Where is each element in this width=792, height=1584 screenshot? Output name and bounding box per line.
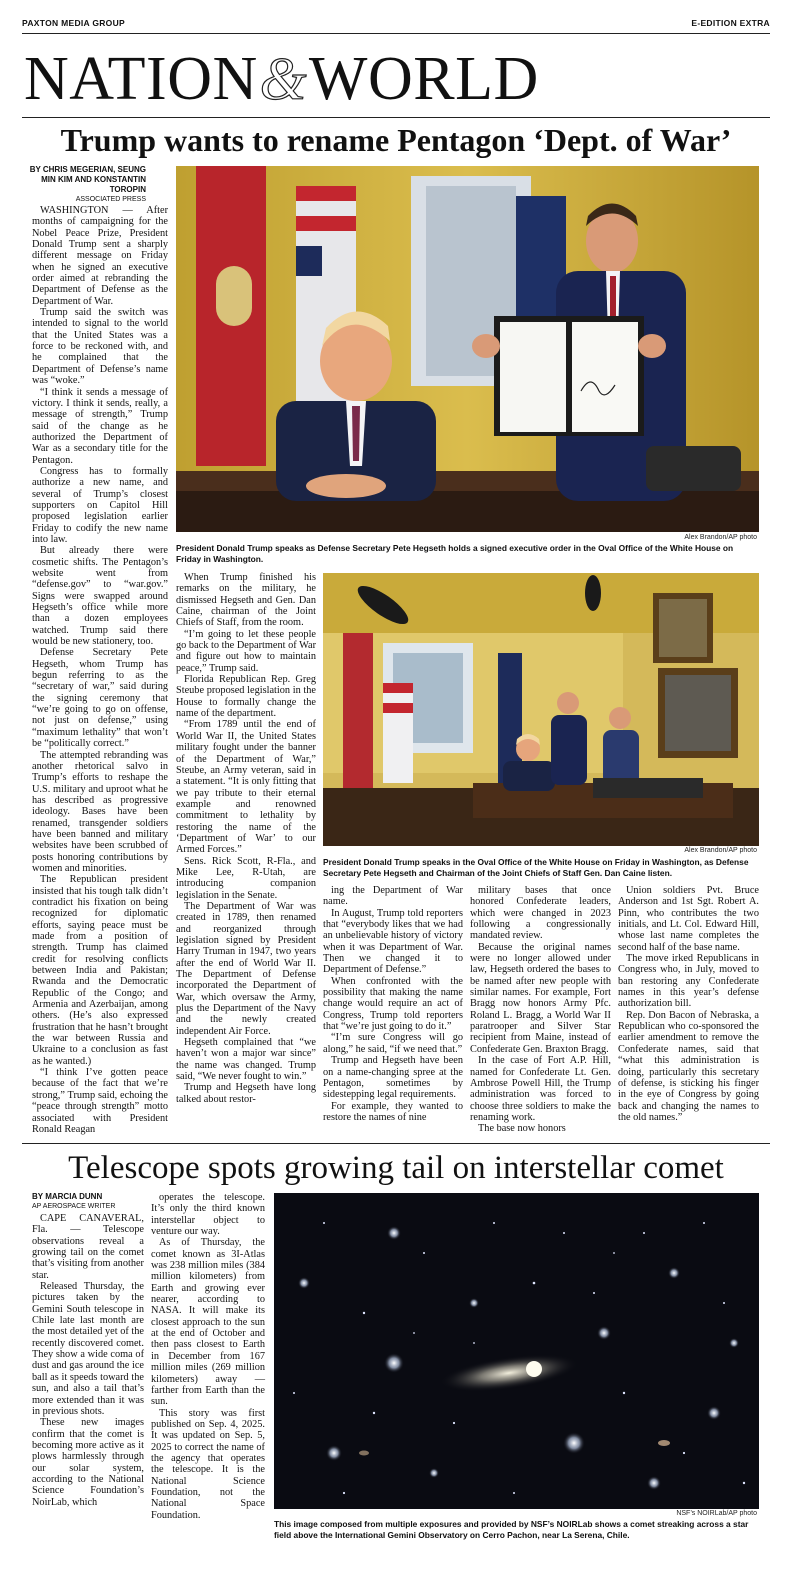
story1-col4-paragraph: The base now honors — [478, 1123, 566, 1135]
section-rule — [22, 117, 770, 118]
story1-photo-oval-office — [323, 573, 759, 846]
story1-col2-paragraph: Sens. Rick Scott, R-Fla., and Mike Lee, R-Utah, are introducing companion legislation in the Senate. — [176, 855, 316, 901]
story1-col1-paragraph: Congress has to formally authorize a new name, and several of Trump’s closest supporters on Capitol Hill proposed legislation earlier Friday to codify the new name into law. — [32, 465, 168, 545]
story2-col1-paragraph: Released Thursday, the pictures taken by the Gemini South telescope in Chile late last month are the most detailed yet of the recently discovered comet. They show a wide coma of dust and gas around the ice ball as it speeds toward the sun, and also a tail that’s more extended than it was in previous shots. — [32, 1281, 144, 1417]
story1-photo2-caption: President Donald Trump speaks in the Oval Office of the White House on Friday in Washington, as Defense Secretary Pete Hegseth and Chairman of the Joint Chiefs of Staff Gen. Dan Caine listen. — [323, 857, 749, 878]
section-title — [24, 40, 539, 118]
story1-col3-paragraph: “I’m sure Congress will go along,” he said, “if we need that.” — [323, 1032, 463, 1055]
top-bar — [22, 18, 770, 32]
story1-col2-paragraph: Trump and Hegseth have long talked about restor- — [176, 1082, 316, 1105]
edition-label: E-EDITION EXTRA — [691, 18, 770, 28]
story2-byline — [32, 1192, 144, 1212]
story1-headline: Trump wants to rename Pentagon ‘Dept. of War’ — [60, 122, 732, 158]
story2-col1-paragraph: These new images confirm that the comet is becoming more active as it plows harmlessly through our solar system, according to the National Science Foundation’s NoirLab, which — [32, 1417, 144, 1508]
oval-office-signing-illustration — [176, 166, 759, 532]
story1-col5-paragraph: The move irked Republicans in Congress who, in July, moved to ban restoring any Confederate names in this year’s defense authorization bill. — [618, 953, 759, 1010]
story1-column-1 — [32, 205, 168, 1135]
story1-photo2-credit: Alex Brandon/AP photo — [684, 847, 757, 854]
story1-column-3 — [323, 885, 463, 1123]
story1-col1-paragraph: “I think it sends a message of victory. I think it sends, really, a message of strength,” Trump said of the change as he authorized the Department of War as a secondary title for the Pentagon. — [32, 386, 168, 466]
section-title-right: WORLD — [308, 45, 539, 113]
story1-col1-paragraph: The Republican president insisted that his tough talk didn’t contradict his fixation on being recognized for diplomatic efforts, saying peace must be made from a position of strength. Trump has claimed credit for resolving conflicts between India and Pakistan; Rwanda and the Democratic Republic of the Congo; and Armenia and Azerbaijan, among others. (He’s also expressed frustration that he hasn’t brought the war between Russia and Ukraine to a conclusion as fast as he wanted.) — [32, 874, 168, 1067]
story2-headline: Telescope spots growing tail on interstellar comet — [68, 1150, 724, 1186]
story2-byline-affiliation: AP AEROSPACE WRITER — [32, 1203, 116, 1210]
story1-byline-affiliation: ASSOCIATED PRESS — [75, 196, 146, 203]
story1-col1-paragraph: But already there were cosmetic shifts. The Pentagon’s website went from “defense.gov” to “war.gov.” Signs were swapped around Hegseth’s office while more than a dozen employees watched. Trump said there would be new stationery, too. — [32, 545, 168, 648]
story1-col1-paragraph: Defense Secretary Pete Hegseth, whom Trump has begun referring to as the “secretary of war,” said during the signing ceremony that “we’re going to go on offense, not just on defense,” using “maximum lethality” that won’t be “politically correct.” — [32, 647, 168, 750]
story1-col2-paragraph: “From 1789 until the end of World War II, the United States military fought under the banner of the Department of War,” Steube, an Army veteran, said in a statement. “It is only fitting that we pay tribute to their eternal example and renowned commitment to lethality by restoring the name of the ‘Department of War’ to our Armed Forces.” — [176, 719, 316, 856]
story1-byline-names: BY CHRIS MEGERIAN, SEUNG MIN KIM AND KONSTANTIN TOROPIN — [29, 165, 146, 194]
story1-col2-paragraph: Florida Republican Rep. Greg Steube proposed legislation in the House to formally change the name of the department. — [176, 674, 316, 720]
story1-photo1-credit: Alex Brandon/AP photo — [684, 534, 757, 541]
publisher-name: PAXTON MEDIA GROUP — [22, 18, 126, 28]
story1-column-4 — [470, 885, 611, 1135]
story1-col4-paragraph: Because the original names were no longer allowed under law, Hegseth ordered the bases to be named after new people with similar names. For example, Fort Bragg now honors Army Pfc. Roland L. Bragg, a World War II paratrooper and Silver Star recipient from Maine, instead of Confederate Gen. Braxton Bragg. — [470, 941, 611, 1055]
story1-col1-paragraph: The attempted rebranding was another rhetorical salvo in Trump’s efforts to reshape the U.S. military and uproot what he has described as progressive ideology. Bases have been renamed, transgender soldiers have been banned and military websites have been scrubbed of posts honoring contributions by women and minorities. — [32, 749, 168, 874]
story2-column-2 — [151, 1192, 265, 1558]
story2-column-1 — [32, 1213, 144, 1558]
story-divider — [22, 1143, 770, 1144]
story1-col2-paragraph: “I’m going to let these people go back to the Department of War and figure out how to maintain peace,” Trump said. — [176, 628, 316, 674]
story1-col4-paragraph: In the case of Fort A.P. Hill, named for Confederate Lt. Gen. Ambrose Powell Hill, the Trump administration was forced to choose three soldiers to make the renaming work. — [470, 1055, 611, 1123]
story1-col2-paragraph: Hegseth complained that “we haven’t won a major war since” the name was changed. Trump said, “We never fought to win.” — [176, 1037, 316, 1083]
story2-col1-paragraph: CAPE CANAVERAL, Fla. — Telescope observations reveal a growing tail on the comet that’s visiting from another star. — [32, 1213, 144, 1281]
section-title-ampersand: & — [259, 46, 307, 112]
story1-col1-paragraph: WASHINGTON — After months of campaigning for the Nobel Peace Prize, President Donald Trump sent a sharply different message on Friday when he signed an executive order aimed at rebranding the Department of Defense as the Department of War. — [32, 205, 168, 307]
story1-col2-paragraph: The Department of War was created in 1789, then renamed and reorganized through legislation signed by President Harry Truman in 1947, two years after the end of World War II. The Department of Defense incorporated the Department of War, which oversaw the Army, plus the Department of the Navy and the newly created independent Air Force. — [176, 900, 316, 1037]
story1-col2-paragraph: When Trump finished his remarks on the military, he dismissed Hegseth and Gen. Dan Caine, chairman of the Joint Chiefs of Staff, from the room. — [176, 572, 316, 629]
story2-photo-caption: This image composed from multiple exposures and provided by NSF’s NOIRLab shows a comet streaking across a star field above the International Gemini Observatory on Cerro Pachon, near La Serena, Chile. — [274, 1519, 749, 1540]
story2-photo-credit: NSF’s NOIRLab/AP photo — [676, 1510, 757, 1517]
story1-col3-paragraph: For example, they wanted to restore the names of nine — [323, 1100, 463, 1123]
story1-column-2 — [176, 572, 316, 1105]
story1-col1-paragraph: Trump said the switch was intended to signal to the world that the United States was a force to be reckoned with, and he complained that the Department of Defense’s name was “woke.” — [32, 307, 168, 387]
story1-byline — [22, 165, 146, 205]
story1-col3-paragraph: ing the Department of War name. — [323, 885, 463, 908]
story1-column-5 — [618, 885, 759, 1123]
story2-col2-paragraph: operates the telescope. It’s only the third known interstellar object to venture our way. — [151, 1192, 265, 1238]
story2-col2-paragraph: This story was first published on Sep. 4, 2025. It was updated on Sep. 5, 2025 to correct the name of the agency that operates the telescope. It is the National Science Foundation, not the National Space Foundation. — [151, 1407, 265, 1521]
story1-col3-paragraph: Trump and Hegseth have been on a name-changing spree at the Pentagon, sometimes by sidestepping legal requirements. — [323, 1055, 463, 1101]
story1-col4-paragraph: military bases that once honored Confederate leaders, which were changed in 2023 following a congressionally mandated review. — [470, 885, 611, 942]
comet-star-field-illustration — [274, 1193, 759, 1509]
story1-photo-signing — [176, 166, 759, 532]
section-title-left: NATION — [24, 45, 258, 113]
story2-photo-comet — [274, 1193, 759, 1509]
story1-col3-paragraph: In August, Trump told reporters that “everybody likes that we had an unbelievable history of victory when it was Department of War. Then we changed it to Department of Defense.” — [323, 907, 463, 976]
story1-col5-paragraph: Union soldiers Pvt. Bruce Anderson and 1st Sgt. Robert A. Pinn, who contributes the two initials, and Lt. Col. Edward Hill, whose last name completes the second half of the base name. — [618, 885, 759, 953]
story1-col1-paragraph: “I think I’ve gotten peace because of the fact that we’re strong,” Trump said, echoing the “peace through strength” motto associated with President Ronald Reagan — [32, 1067, 168, 1135]
oval-office-wide-illustration — [323, 573, 759, 846]
story2-byline-name: BY MARCIA DUNN — [32, 1192, 103, 1201]
story1-col5-paragraph: Rep. Don Bacon of Nebraska, a Republican who co-sponsored the earlier amendment to remove the Confederate names, said that “what this administration is doing, particularly this secretary of defense, is sticking his finger in the eye of Congress by going back and changing the names to the old names.” — [618, 1009, 759, 1123]
story1-col3-paragraph: When confronted with the possibility that making the name change would require an act of Congress, Trump told reporters that “we’re just going to do it.” — [323, 975, 463, 1033]
story2-col2-paragraph: As of Thursday, the comet known as 3I-Atlas was 238 million miles (384 million kilometers) from Earth and growing ever nearer, according to NASA. It will make its closest approach to the sun at the end of October and then pass closest to Earth in December from 167 million miles (269 million kilometers) away — farther from Earth than the sun. — [151, 1237, 265, 1408]
story1-photo1-caption: President Donald Trump speaks as Defense Secretary Pete Hegseth holds a signed executive order in the Oval Office of the White House on Friday in Washington. — [176, 543, 734, 564]
top-rule — [22, 33, 770, 34]
